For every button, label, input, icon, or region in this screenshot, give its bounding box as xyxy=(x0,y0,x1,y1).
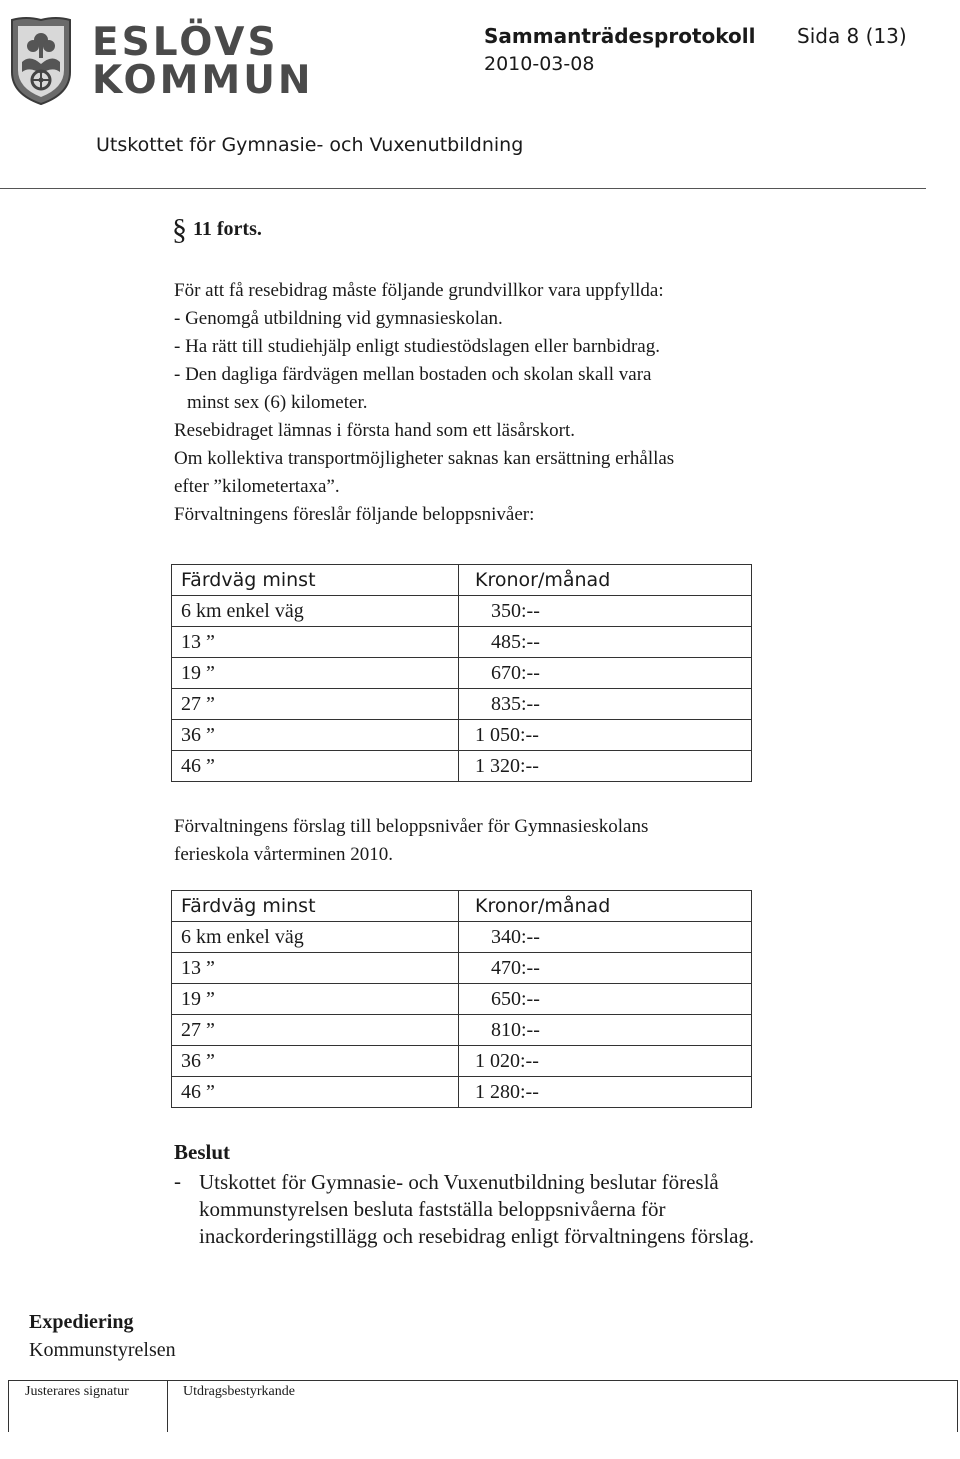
section-heading xyxy=(172,213,262,247)
table-cell: 27 ” xyxy=(172,689,459,720)
table-cell: 470:-- xyxy=(491,956,540,979)
table-cell: 36 ” xyxy=(172,720,459,751)
intro-line: - Den dagliga färdvägen mellan bostaden och skolan skall vara xyxy=(174,364,652,385)
brand-wordmark xyxy=(92,20,314,103)
intro-line: - Ha rätt till studiehjälp enligt studiestödslagen eller barnbidrag. xyxy=(174,336,660,357)
table-cell: 13 ” xyxy=(172,953,459,984)
table-cell: 810:-- xyxy=(491,1018,540,1041)
paragraph-line: ferieskola vårterminen 2010. xyxy=(174,844,393,865)
table-row xyxy=(172,1046,752,1077)
table-cell: 36 ” xyxy=(172,1046,459,1077)
extract-label: Utdragsbestyrkande xyxy=(183,1384,295,1399)
table-row xyxy=(172,1077,752,1108)
intro-line: efter ”kilometertaxa”. xyxy=(174,476,340,497)
intro-line: Om kollektiva transportmöjligheter saknas kan ersättning erhållas xyxy=(174,448,675,469)
table-cell: 46 ” xyxy=(172,1077,459,1108)
document-date: 2010-03-08 xyxy=(484,53,595,75)
table-cell: 6 km enkel väg xyxy=(172,922,459,953)
page-number: Sida 8 (13) xyxy=(797,24,907,48)
footer-border xyxy=(957,1380,958,1432)
table-row xyxy=(172,922,752,953)
section-label: 11 forts. xyxy=(193,218,262,240)
table-cell: 1 020:-- xyxy=(459,1046,752,1077)
committee-name: Utskottet för Gymnasie- och Vuxenutbildning xyxy=(96,134,524,156)
rates-table-1 xyxy=(171,564,752,782)
table-cell: 46 ” xyxy=(172,751,459,782)
table-row xyxy=(172,953,752,984)
decision-bullet: - xyxy=(174,1169,181,1193)
distribution-recipient: Kommunstyrelsen xyxy=(29,1339,176,1361)
table-cell: 1 050:-- xyxy=(459,720,752,751)
table-header-row xyxy=(172,891,752,922)
table-header-cell: Färdväg minst xyxy=(172,565,459,596)
table-cell: 485:-- xyxy=(491,630,540,653)
intro-line: Förvaltningens föreslår följande beloppsnivåer: xyxy=(174,504,535,525)
footer-border xyxy=(167,1380,168,1432)
table-cell: 1 280:-- xyxy=(459,1077,752,1108)
rates-table-2 xyxy=(171,890,752,1108)
brand-line-1: ESLÖVS xyxy=(92,20,279,65)
table-cell: 670:-- xyxy=(491,661,540,684)
municipal-coat-of-arms-icon xyxy=(8,14,74,106)
table-row xyxy=(172,689,752,720)
signature-label: Justerares signatur xyxy=(25,1384,129,1399)
table-cell: 350:-- xyxy=(491,599,540,622)
table-cell: 13 ” xyxy=(172,627,459,658)
table-header-cell: Kronor/månad xyxy=(459,565,752,596)
conditions-paragraph xyxy=(174,277,674,529)
table-header-row xyxy=(172,565,752,596)
footer-divider xyxy=(8,1380,958,1381)
document-title: Sammanträdesprotokoll xyxy=(484,24,756,48)
table-row xyxy=(172,1015,752,1046)
decision-heading: Beslut xyxy=(174,1140,231,1164)
table-row xyxy=(172,627,752,658)
table-header-cell: Kronor/månad xyxy=(459,891,752,922)
table-row xyxy=(172,720,752,751)
table-cell: 19 ” xyxy=(172,658,459,689)
distribution-heading: Expediering xyxy=(29,1311,134,1333)
intro-line: För att få resebidrag måste följande grundvillkor vara uppfyllda: xyxy=(174,280,664,301)
table-cell: 835:-- xyxy=(491,692,540,715)
table-row xyxy=(172,984,752,1015)
table-row xyxy=(172,596,752,627)
paragraph-symbol: § xyxy=(172,213,187,246)
holiday-school-paragraph xyxy=(174,813,648,869)
header-divider xyxy=(0,188,926,189)
intro-line: minst sex (6) kilometer. xyxy=(187,392,368,413)
table-cell: 650:-- xyxy=(491,987,540,1010)
table-cell: 27 ” xyxy=(172,1015,459,1046)
table-cell: 340:-- xyxy=(491,925,540,948)
table-row xyxy=(172,658,752,689)
paragraph-line: Förvaltningens förslag till beloppsnivåer för Gymnasieskolans xyxy=(174,816,649,837)
table-cell: 19 ” xyxy=(172,984,459,1015)
decision-text: Utskottet för Gymnasie- och Vuxenutbildning beslutar föreslå kommunstyrelsen besluta fastställa beloppsnivåerna för inackorderingstillägg och resebidrag enligt förvaltningens förslag. xyxy=(199,1170,755,1248)
table-row xyxy=(172,751,752,782)
table-header-cell: Färdväg minst xyxy=(172,891,459,922)
table-cell: 6 km enkel väg xyxy=(172,596,459,627)
intro-line: Resebidraget lämnas i första hand som ett läsårskort. xyxy=(174,420,576,441)
table-cell: 1 320:-- xyxy=(459,751,752,782)
footer-border xyxy=(8,1380,9,1432)
brand-line-2: KOMMUN xyxy=(92,58,314,103)
intro-line: - Genomgå utbildning vid gymnasieskolan. xyxy=(174,308,503,329)
